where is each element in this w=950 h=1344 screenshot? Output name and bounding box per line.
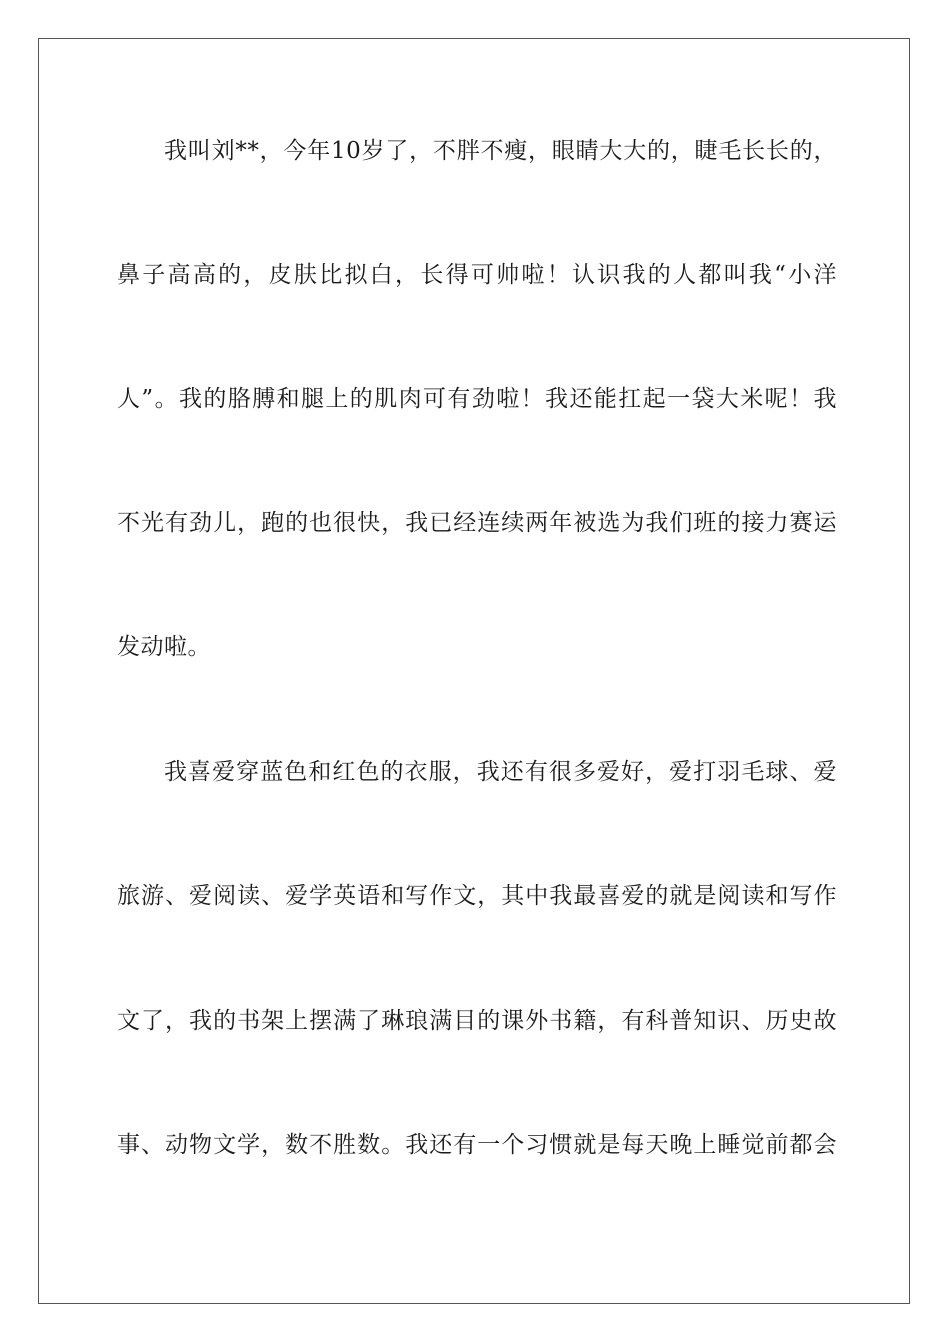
paragraph-1-line-4: 不光有劲儿，跑的也很快，我已经连续两年被选为我们班的接力赛运 — [117, 510, 837, 536]
paragraph-2-line-2: 旅游、爱阅读、爱学英语和写作文，其中我最喜爱的就是阅读和写作 — [117, 883, 837, 909]
paragraph-1-line-1: 我叫刘**，今年10岁了，不胖不瘦，眼睛大大的，睫毛长长的， — [164, 138, 837, 164]
paragraph-1-line-3: 人”。我的胳膊和腿上的肌肉可有劲啦！我还能扛起一袋大米呢！我 — [117, 386, 837, 412]
paragraph-2-line-3: 文了，我的书架上摆满了琳琅满目的课外书籍，有科普知识、历史故 — [117, 1008, 837, 1034]
paragraph-2-line-4: 事、动物文学，数不胜数。我还有一个习惯就是每天晚上睡觉前都会 — [117, 1132, 837, 1158]
page-border — [38, 38, 910, 1304]
paragraph-1-line-5: 发动啦。 — [117, 634, 211, 660]
paragraph-2-line-1: 我喜爱穿蓝色和红色的衣服，我还有很多爱好，爱打羽毛球、爱 — [164, 759, 837, 785]
paragraph-1-line-2: 鼻子高高的，皮肤比拟白，长得可帅啦！认识我的人都叫我“小洋 — [117, 262, 837, 288]
